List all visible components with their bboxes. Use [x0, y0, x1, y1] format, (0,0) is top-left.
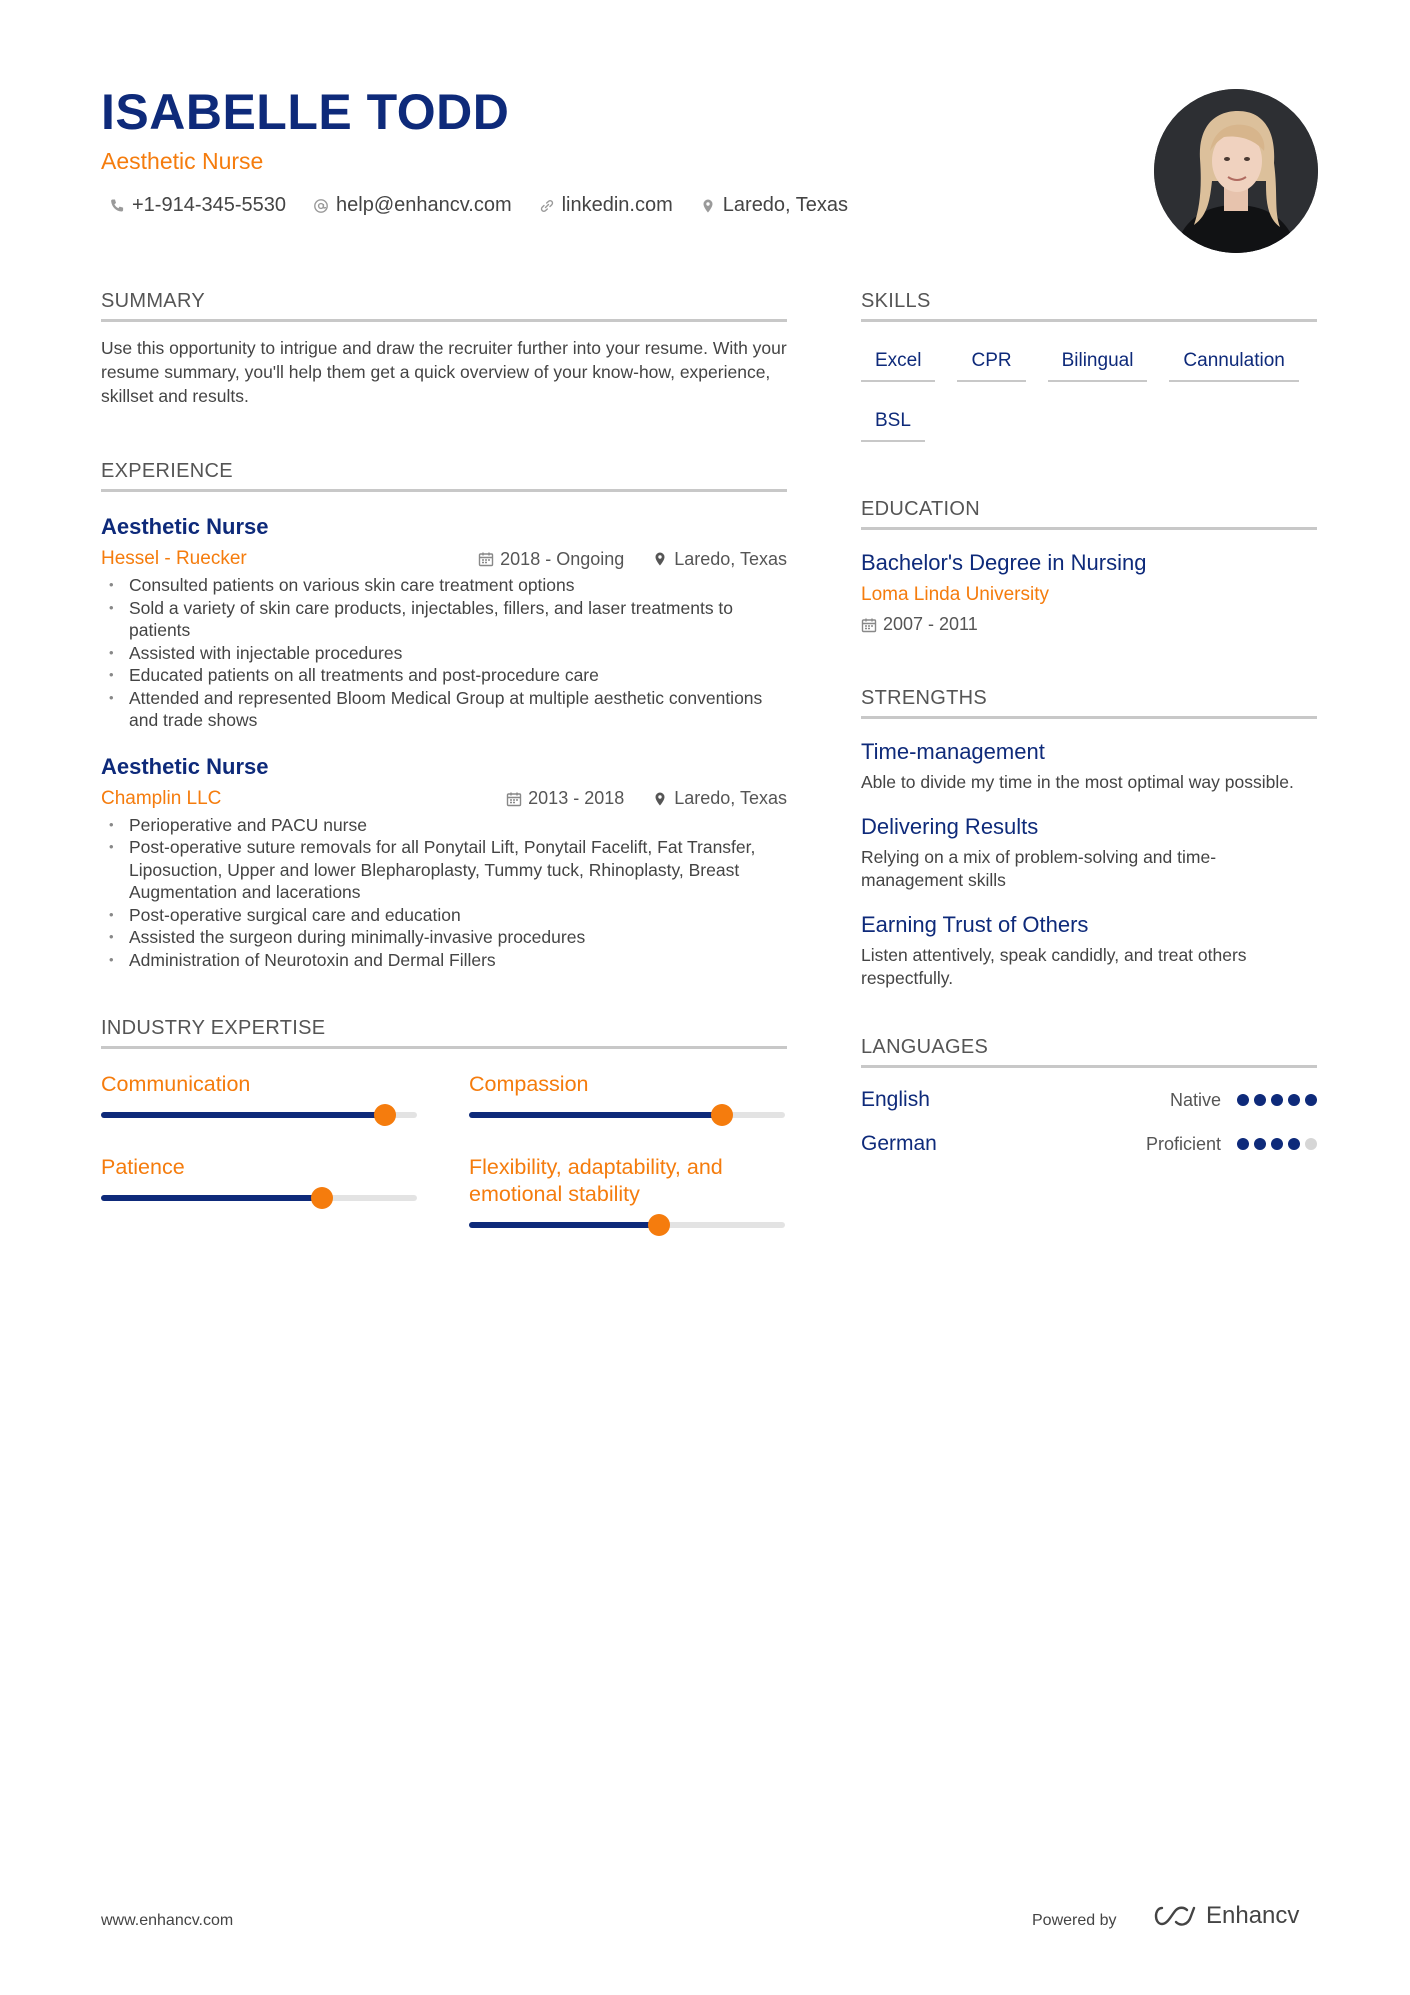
language-dots	[1237, 1138, 1317, 1150]
bullet-item: • Assisted the surgeon during minimally-invasive procedures	[101, 926, 787, 949]
language-dot	[1254, 1094, 1266, 1106]
strength-desc: Relying on a mix of problem-solving and time-management skills	[861, 847, 1217, 890]
contact-location	[699, 194, 848, 217]
summary-text: Use this opportunity to intrigue and draw the recruiter further into your resume. With your resume summary, you'll help them get a quick overview of your know-how, experience, skillset and results.	[101, 338, 787, 406]
calendar-icon	[861, 617, 877, 633]
strength-desc: Able to divide my time in the most optimal way possible.	[861, 772, 1294, 792]
skill-tag: Bilingual	[1048, 344, 1148, 382]
link-icon	[538, 197, 556, 215]
footer-url[interactable]: www.enhancv.com	[101, 1912, 234, 1929]
strength-title: Time-management	[861, 739, 1045, 764]
language-dots	[1237, 1094, 1317, 1106]
footer-brand-name: Enhancv	[1206, 1902, 1300, 1929]
bullet-item: • Post-operative surgical care and education	[101, 904, 787, 927]
enhancv-logo-icon	[1150, 1904, 1196, 1928]
expertise-item	[469, 1154, 785, 1228]
bullet-item: • Consulted patients on various skin care treatment options	[101, 574, 787, 597]
language-level: Proficient	[1145, 1133, 1221, 1154]
job-dates: 2013 - 2018	[528, 788, 625, 808]
skill-tag: BSL	[861, 404, 925, 442]
job-title: Aesthetic Nurse	[101, 753, 269, 779]
contact-linkedin[interactable]	[538, 194, 673, 217]
expertise-bar-fill	[101, 1195, 322, 1201]
left-column	[101, 290, 787, 1228]
expertise-item	[469, 1071, 785, 1118]
language-dot	[1271, 1138, 1283, 1150]
contact-phone[interactable]	[108, 194, 286, 217]
expertise-label: Flexibility, adaptability, and emotional stability	[469, 1155, 723, 1206]
language-item	[861, 1088, 1317, 1112]
education-section	[861, 498, 1317, 635]
candidate-title: Aesthetic Nurse	[101, 148, 264, 174]
expertise-bar	[101, 1112, 417, 1118]
language-dot	[1271, 1094, 1283, 1106]
strength-title: Delivering Results	[861, 814, 1039, 839]
experience-entry	[101, 754, 787, 972]
language-level: Native	[1169, 1089, 1221, 1110]
strengths-heading: STRENGTHS	[861, 687, 1317, 719]
strengths-section	[861, 687, 1317, 990]
contact-phone-text: +1-914-345-5530	[132, 194, 287, 216]
language-dot	[1237, 1094, 1249, 1106]
expertise-bar-knob	[711, 1104, 733, 1126]
job-dates: 2018 - Ongoing	[500, 548, 625, 569]
bullet-item: • Administration of Neurotoxin and Dermal Fillers	[101, 949, 787, 972]
language-dot	[1237, 1138, 1249, 1150]
bullet-item: • Perioperative and PACU nurse	[101, 814, 787, 837]
expertise-bar	[469, 1112, 785, 1118]
contact-linkedin-text: linkedin.com	[561, 194, 673, 216]
strength-title: Earning Trust of Others	[861, 912, 1089, 937]
skills-heading: SKILLS	[861, 290, 1317, 322]
language-dot	[1254, 1138, 1266, 1150]
job-bullets	[101, 814, 787, 972]
expertise-label: Patience	[101, 1155, 185, 1179]
experience-heading: EXPERIENCE	[101, 460, 787, 492]
job-bullets	[101, 574, 787, 732]
phone-icon	[108, 197, 126, 215]
bullet-item: • Attended and represented Bloom Medical Group at multiple aesthetic conventions and trade shows	[101, 687, 787, 732]
bullet-item: • Sold a variety of skin care products, injectables, fillers, and laser treatments to patients	[101, 597, 787, 642]
contact-email-text: help@enhancv.com	[336, 194, 512, 216]
job-title: Aesthetic Nurse	[101, 514, 269, 539]
strength-desc: Listen attentively, speak candidly, and treat others respectfully.	[861, 945, 1247, 988]
job-meta	[101, 788, 787, 810]
education-dates-row	[861, 614, 1317, 635]
bullet-item: • Educated patients on all treatments and post-procedure care	[101, 664, 787, 687]
education-heading: EDUCATION	[861, 498, 1317, 530]
expertise-bar-knob	[374, 1104, 396, 1126]
footer-powered-label: Powered by	[1032, 1912, 1117, 1929]
contact-list	[108, 194, 848, 217]
calendar-icon	[506, 791, 522, 807]
expertise-item	[101, 1071, 417, 1118]
education-dates: 2007 - 2011	[883, 614, 978, 634]
calendar-icon	[478, 551, 494, 567]
right-column	[861, 290, 1317, 1156]
contact-email[interactable]	[312, 194, 512, 217]
job-location: Laredo, Texas	[674, 548, 787, 569]
expertise-bar-fill	[469, 1222, 659, 1228]
company-name: Champlin LLC	[101, 787, 222, 809]
school-name: Loma Linda University	[861, 584, 1049, 605]
skill-tag: CPR	[957, 344, 1025, 382]
language-name: English	[861, 1088, 930, 1111]
language-dot	[1305, 1094, 1317, 1106]
expertise-label: Compassion	[469, 1072, 589, 1096]
strength-item	[861, 912, 1317, 990]
company-name: Hessel - Ruecker	[101, 548, 247, 569]
expertise-bar-knob	[311, 1187, 333, 1209]
languages-heading: LANGUAGES	[861, 1036, 1317, 1068]
strength-item	[861, 739, 1317, 794]
location-icon	[652, 791, 668, 807]
languages-section	[861, 1036, 1317, 1156]
expertise-heading: INDUSTRY EXPERTISE	[101, 1017, 787, 1049]
expertise-bar-fill	[101, 1112, 385, 1118]
location-icon	[699, 197, 717, 215]
expertise-bar-knob	[648, 1214, 670, 1236]
language-dot	[1305, 1138, 1317, 1150]
footer-brand[interactable]	[1150, 1902, 1299, 1930]
expertise-section	[101, 1017, 787, 1228]
language-dot	[1288, 1094, 1300, 1106]
job-location: Laredo, Texas	[674, 788, 787, 808]
expertise-bar	[469, 1222, 785, 1228]
expertise-label: Communication	[101, 1072, 251, 1096]
skills-section	[861, 290, 1317, 442]
language-name: German	[861, 1132, 937, 1155]
language-item	[861, 1132, 1317, 1156]
bullet-item: • Post-operative suture removals for all Ponytail Lift, Ponytail Facelift, Fat Transfer, Liposuction, Upper and lower Blepharoplasty, Tummy tuck, Rhinoplasty, Breast Augmentation and lacerations	[101, 836, 787, 904]
job-meta	[101, 548, 787, 570]
skill-tag: Excel	[861, 344, 935, 382]
degree-title: Bachelor's Degree in Nursing	[861, 550, 1147, 575]
skills-list	[861, 344, 1317, 442]
expertise-bar	[101, 1195, 417, 1201]
summary-heading: SUMMARY	[101, 290, 787, 322]
experience-section	[101, 460, 787, 971]
expertise-bar-fill	[469, 1112, 722, 1118]
candidate-name: ISABELLE TODD	[101, 84, 510, 140]
expertise-item	[101, 1154, 417, 1228]
location-icon	[652, 551, 668, 567]
avatar	[1154, 89, 1318, 253]
summary-section	[101, 290, 787, 408]
language-dot	[1288, 1138, 1300, 1150]
contact-location-text: Laredo, Texas	[722, 194, 849, 216]
at-icon	[312, 197, 330, 215]
bullet-item: • Assisted with injectable procedures	[101, 642, 787, 665]
skill-tag: Cannulation	[1169, 344, 1298, 382]
expertise-grid	[101, 1071, 787, 1228]
strength-item	[861, 814, 1317, 892]
experience-entry	[101, 514, 787, 732]
